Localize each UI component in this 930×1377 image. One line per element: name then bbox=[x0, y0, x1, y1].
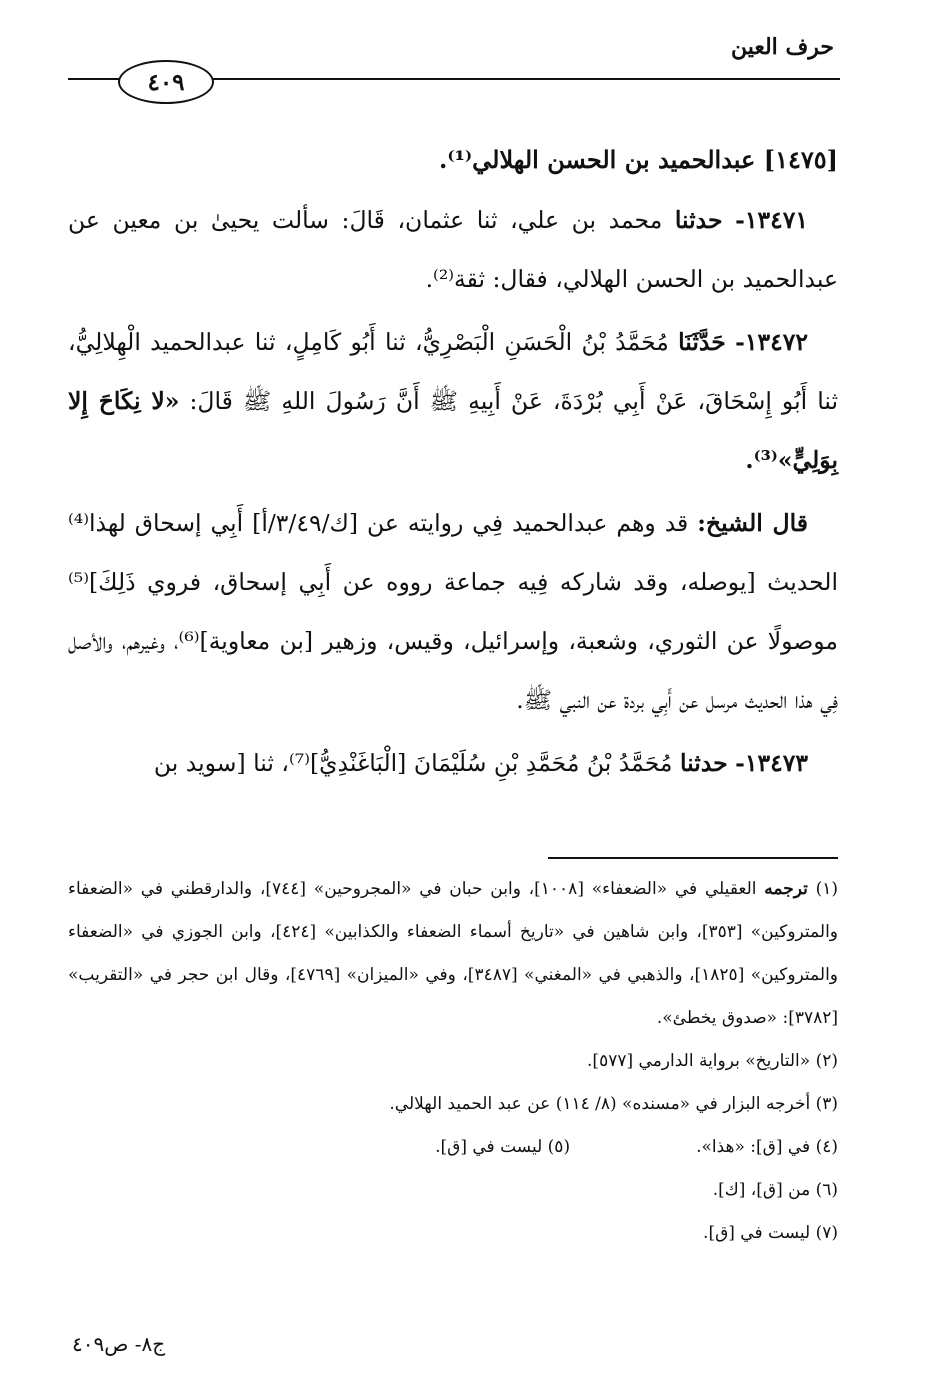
footnote-2: (٢) «التاريخ» برواية الدارمي [٥٧٧]. bbox=[587, 1051, 838, 1071]
footnote-4: (٤) في [ق]: «هذا». bbox=[696, 1137, 838, 1157]
main-text bbox=[68, 130, 838, 797]
shaykh-comment bbox=[68, 494, 838, 730]
footnote-text: العقيلي في «الضعفاء» [١٠٠٨]، وابن حبان في «المجروحين» [٧٤٤]، والدارقطني في «الضعفاء والمتروكين» [٣٥٣]، وابن شاهين في «تاريخ أسماء الضعفاء والكذابين» [٤٢٤]، وابن الجوزي في «الضعفاء والمتروكين» [١٨٢٥]، والذهبي في «المغني» [٣٤٨٧]، وفي «الميزان» [٤٧٦٩]، وقال ابن حجر في «التقريب» [٣٧٨٢]: «صدوق يخطئ». bbox=[68, 879, 838, 1028]
hadith-quote: «لا نِكَاحَ إِلا بِوَلِيٍّ»⁽³⁾. bbox=[68, 387, 838, 474]
footnote-row-4-5 bbox=[68, 1126, 838, 1169]
footnote-1 bbox=[68, 868, 838, 1040]
footnote-5: (٥) ليست في [ق]. bbox=[435, 1137, 571, 1157]
footnote-number: (١) bbox=[815, 879, 839, 899]
footnotes bbox=[68, 868, 838, 1255]
hadith-number: ١٣٤٧٣- bbox=[735, 749, 808, 777]
folio-reference: ج٨- ص٤٠٩ bbox=[72, 1332, 166, 1356]
hadith-keyword: حدثنا bbox=[679, 749, 728, 777]
hadith-text: مُحَمَّدُ بْنُ الْحَسَنِ الْبَصْرِيُّ، ثنا أَبُو كَامِلٍ، ثنا عبدالحميد الْهِلالِيُّ، ثنا أَبُو إِسْحَاقَ، عَنْ أَبِي بُرْدَةَ، عَنْ أَبِيهِ ﷺ أَنَّ رَسُولَ اللهِ ﷺ قَالَ: bbox=[68, 328, 838, 415]
footnote-keyword: ترجمه bbox=[764, 879, 808, 899]
hadith-text: مُحَمَّدُ بْنُ مُحَمَّدِ بْنِ سُلَيْمَانَ [الْبَاغَنْدِيُّ]⁽⁷⁾، ثنا [سويد بن bbox=[153, 749, 673, 777]
hadith-13472 bbox=[68, 313, 838, 490]
hadith-keyword: حدثنا bbox=[674, 206, 723, 234]
footnote-7: (٧) ليست في [ق]. bbox=[703, 1223, 838, 1243]
page-number: ٤٠٩ bbox=[147, 68, 185, 96]
hadith-13473 bbox=[68, 734, 838, 793]
footnote-rule bbox=[548, 857, 838, 859]
hadith-text: محمد بن علي، ثنا عثمان، قَالَ: سألت يحيىٰ بن معين عن عبدالحميد بن الحسن الهلالي، فقال: ثقة⁽²⁾. bbox=[68, 206, 838, 293]
footnote-3: (٣) أخرجه البزار في «مسنده» (٨/ ١١٤) عن عبد الحميد الهلالي. bbox=[389, 1094, 838, 1114]
footnote-6: (٦) من [ق]، [ك]. bbox=[712, 1180, 838, 1200]
footnote-spacer bbox=[570, 1126, 696, 1169]
shaykh-label: قال الشيخ: bbox=[697, 509, 808, 537]
hadith-number: ١٣٤٧١- bbox=[735, 206, 808, 234]
hadith-13471 bbox=[68, 191, 838, 309]
page-number-badge bbox=[118, 60, 214, 104]
shaykh-text: قد وهم عبدالحميد فِي روايته عن [ك/٣/٤٩/أ] أَبِي إسحاق لهذا⁽⁴⁾ الحديث [يوصله، وقد شاركه فِيه جماعة رووه عن أَبِي إسحاق، فروي ذَلِكَ]⁽⁵⁾ موصولًا عن الثوري، وشعبة، وإسرائيل، وقيس، وزهير [بن معاوية]⁽⁶⁾، وغيرهم، والأصل فِي هذا الحديث مرسل عن أَبِي بردة عن النبي ﷺ. bbox=[68, 509, 838, 714]
chapter-heading: [١٤٧٥] عبدالحميد بن الحسن الهلالي⁽¹⁾. bbox=[438, 145, 838, 174]
hadith-keyword: حَدَّثَنَا bbox=[678, 328, 726, 356]
running-title: حرف العين bbox=[730, 34, 834, 60]
hadith-number: ١٣٤٧٢- bbox=[735, 328, 808, 356]
